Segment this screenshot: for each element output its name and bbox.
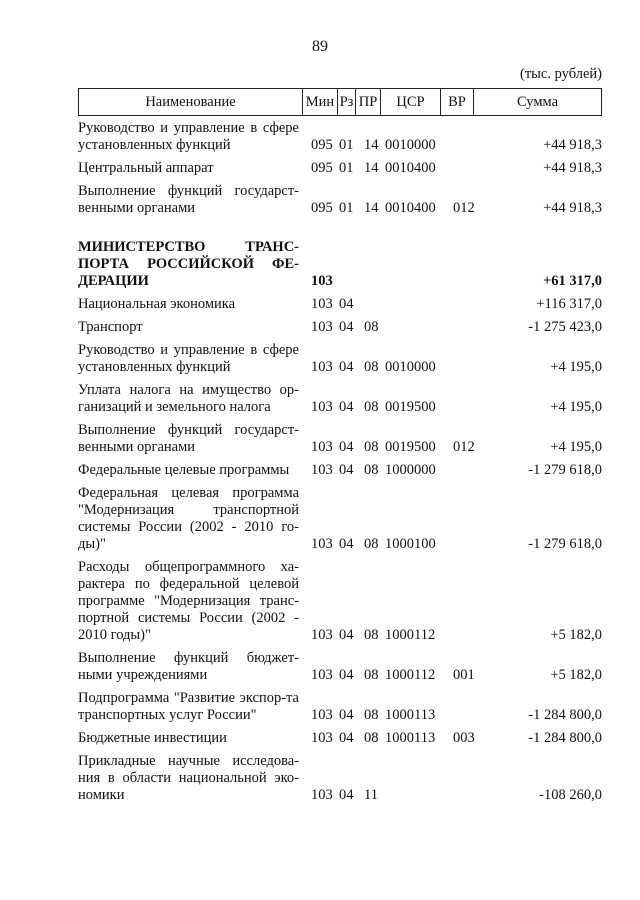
row-name: Прикладные научные исследова-ния в области национальной эко-номики: [78, 753, 299, 803]
table-row: [78, 239, 602, 290]
table-row: [78, 342, 602, 376]
table-body: [78, 120, 602, 810]
table-row: [78, 382, 602, 416]
row-sum: +61 317,0: [542, 273, 602, 289]
row-name: Центральный аппарат: [78, 160, 214, 176]
row-sum: +5 182,0: [550, 667, 602, 683]
row-rz: 04: [339, 439, 354, 455]
row-sum: +4 195,0: [550, 359, 602, 375]
header-sum: Сумма: [474, 89, 602, 116]
row-name: Федеральная целевая программа "Модернизация транспортной системы России (2002 - 2010 го-ды)": [78, 485, 299, 552]
row-pr: 08: [364, 462, 379, 478]
row-csr: 1000113: [385, 707, 436, 723]
row-pr: 08: [364, 667, 379, 683]
row-rz: 01: [339, 160, 354, 176]
row-sum: -108 260,0: [539, 787, 602, 803]
row-min: 103: [311, 707, 333, 723]
row-sum: +44 918,3: [543, 200, 602, 216]
row-min: 095: [311, 137, 333, 153]
row-pr: 08: [364, 707, 379, 723]
row-min: 103: [311, 730, 333, 746]
row-min: 103: [311, 319, 333, 335]
row-rz: 04: [339, 536, 354, 552]
row-sum: -1 279 618,0: [528, 462, 602, 478]
row-csr: 0019500: [385, 399, 436, 415]
header-pr: ПР: [356, 89, 381, 116]
row-pr: 08: [364, 399, 379, 415]
row-pr: 08: [364, 536, 379, 552]
row-csr: 1000000: [385, 462, 436, 478]
row-rz: 04: [339, 462, 354, 478]
table-row: [78, 462, 602, 479]
row-min: 103: [311, 439, 333, 455]
row-name: Национальная экономика: [78, 296, 236, 312]
row-name: Расходы общепрограммного ха-рактера по федеральной целевой программе "Модернизация транс-портной системы России (2002 - 2010 годы)": [78, 559, 299, 643]
row-vr: 012: [453, 200, 475, 216]
row-sum: +44 918,3: [543, 137, 602, 153]
row-min: 095: [311, 160, 333, 176]
table-row: [78, 485, 602, 553]
row-csr: 0010400: [385, 160, 436, 176]
units-label: (тыс. рублей): [520, 66, 602, 82]
row-pr: 08: [364, 359, 379, 375]
row-sum: +116 317,0: [536, 296, 602, 312]
row-rz: 04: [339, 667, 354, 683]
row-sum: -1 275 423,0: [528, 319, 602, 335]
table-row: [78, 296, 602, 313]
row-min: 095: [311, 200, 333, 216]
row-vr: 001: [453, 667, 475, 683]
row-rz: 04: [339, 707, 354, 723]
row-min: 103: [311, 462, 333, 478]
row-csr: 0010400: [385, 200, 436, 216]
row-name: Бюджетные инвестиции: [78, 730, 227, 746]
table-row: [78, 422, 602, 456]
row-pr: 08: [364, 439, 379, 455]
row-min: 103: [311, 787, 333, 803]
row-rz: 04: [339, 730, 354, 746]
row-name: Уплата налога на имущество ор-ганизаций и земельного налога: [78, 382, 299, 415]
row-pr: 08: [364, 319, 379, 335]
row-min: 103: [311, 296, 333, 312]
row-name: Выполнение функций бюджет-ными учреждениями: [78, 650, 299, 683]
row-rz: 01: [339, 137, 354, 153]
header-csr: ЦСР: [381, 89, 441, 116]
row-csr: 1000112: [385, 667, 436, 683]
row-name: МИНИСТЕРСТВО ТРАНС-ПОРТА РОССИЙСКОЙ ФЕ-ДЕРАЦИИ: [78, 239, 299, 289]
row-name: Транспорт: [78, 319, 143, 335]
row-csr: 1000112: [385, 627, 436, 643]
row-name: Руководство и управление в сфере установленных функций: [78, 120, 299, 153]
row-pr: 14: [364, 200, 379, 216]
row-name: Руководство и управление в сфере установленных функций: [78, 342, 299, 375]
row-name: Выполнение функций государст-венными органами: [78, 422, 299, 455]
row-rz: 04: [339, 359, 354, 375]
page-number: 89: [312, 38, 328, 55]
row-rz: 04: [339, 627, 354, 643]
row-csr: 1000113: [385, 730, 436, 746]
table-row: [78, 690, 602, 724]
row-rz: 04: [339, 399, 354, 415]
row-csr: 0019500: [385, 439, 436, 455]
row-min: 103: [311, 399, 333, 415]
row-rz: 01: [339, 200, 354, 216]
row-min: 103: [311, 627, 333, 643]
row-pr: 11: [364, 787, 378, 803]
row-min: 103: [311, 667, 333, 683]
row-vr: 012: [453, 439, 475, 455]
row-sum: -1 284 800,0: [528, 730, 602, 746]
row-rz: 04: [339, 787, 354, 803]
row-sum: +4 195,0: [550, 399, 602, 415]
row-pr: 14: [364, 160, 379, 176]
row-min: 103: [311, 359, 333, 375]
table-row: [78, 319, 602, 336]
row-csr: 1000100: [385, 536, 436, 552]
table-row: [78, 559, 602, 644]
row-sum: +4 195,0: [550, 439, 602, 455]
header-min: Мин: [303, 89, 338, 116]
row-csr: 0010000: [385, 137, 436, 153]
row-min: 103: [311, 273, 333, 289]
header-vr: ВР: [441, 89, 474, 116]
row-name: Федеральные целевые программы: [78, 462, 290, 478]
table-row: [78, 183, 602, 217]
table-row: [78, 120, 602, 154]
table-row: [78, 650, 602, 684]
row-csr: 0010000: [385, 359, 436, 375]
table-header: [78, 88, 602, 116]
table-row: [78, 160, 602, 177]
row-name: Подпрограмма "Развитие экспор-та транспортных услуг России": [78, 690, 299, 723]
row-name: Выполнение функций государст-венными органами: [78, 183, 299, 216]
row-vr: 003: [453, 730, 475, 746]
header-name: Наименование: [79, 89, 303, 116]
row-sum: +44 918,3: [543, 160, 602, 176]
row-pr: 08: [364, 730, 379, 746]
row-pr: 14: [364, 137, 379, 153]
row-sum: -1 279 618,0: [528, 536, 602, 552]
row-pr: 08: [364, 627, 379, 643]
table-row: [78, 730, 602, 747]
row-sum: -1 284 800,0: [528, 707, 602, 723]
row-rz: 04: [339, 319, 354, 335]
row-sum: +5 182,0: [550, 627, 602, 643]
row-min: 103: [311, 536, 333, 552]
row-rz: 04: [339, 296, 354, 312]
header-rz: Рз: [338, 89, 356, 116]
table-row: [78, 753, 602, 804]
